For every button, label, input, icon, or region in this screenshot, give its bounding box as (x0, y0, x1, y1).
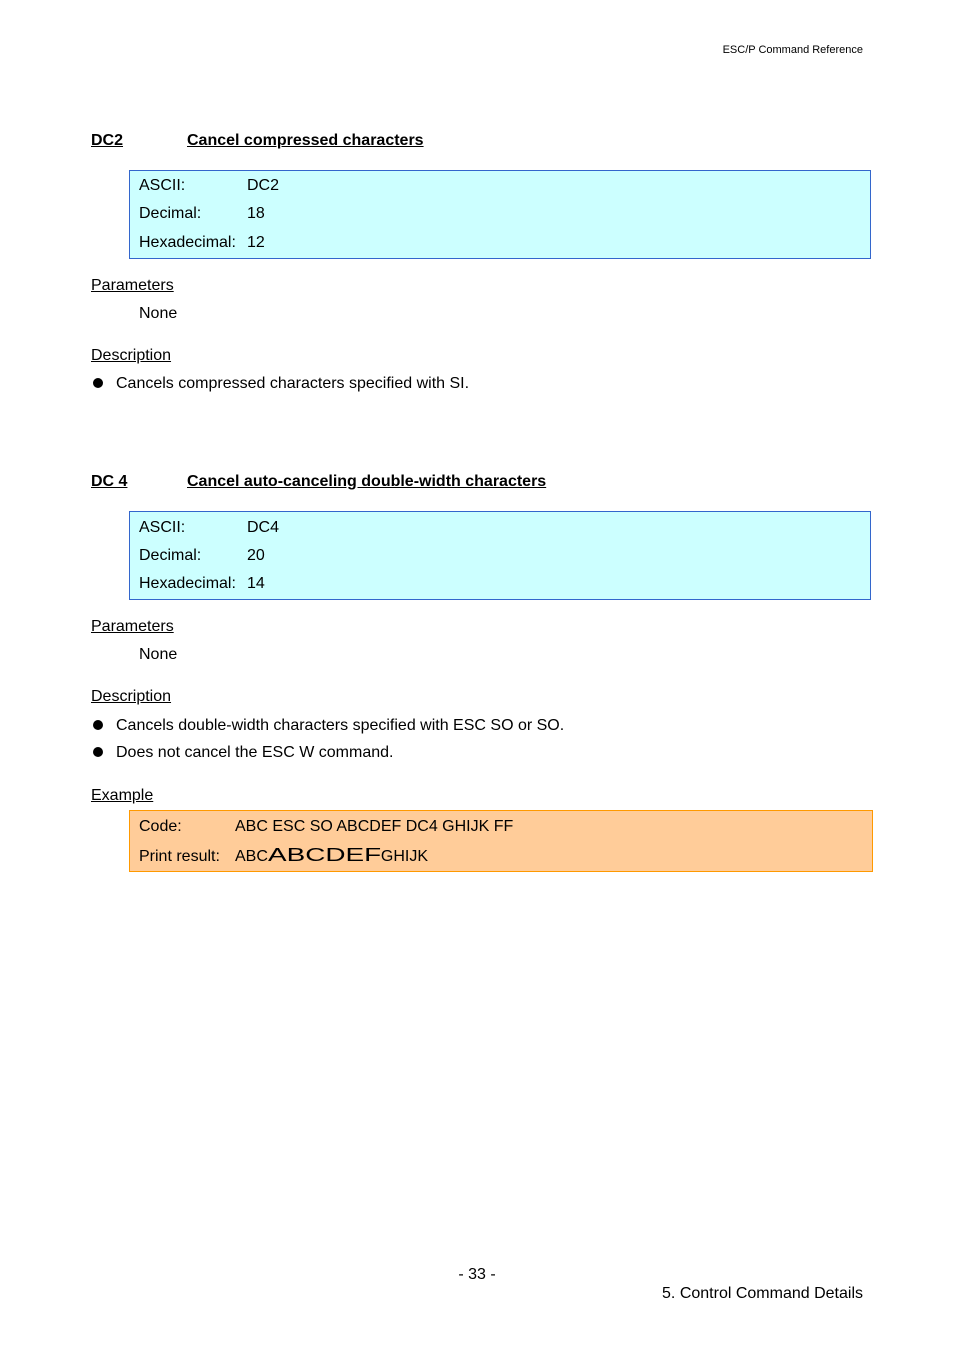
example-box (129, 810, 873, 872)
description-item (91, 717, 564, 735)
command-code: DC 4 (91, 473, 128, 490)
bullet-icon (93, 747, 103, 757)
description-heading: Description (91, 347, 172, 364)
ascii-value: DC2 (247, 177, 280, 194)
description-item (91, 375, 469, 393)
description-text: Does not cancel the ESC W command. (116, 744, 394, 761)
decimal-label: Decimal: (139, 547, 202, 564)
decimal-value: 20 (247, 547, 265, 564)
description-item (91, 744, 393, 762)
command-name: Cancel compressed characters (187, 132, 424, 149)
chapter-footer: 5. Control Command Details (662, 1285, 863, 1302)
example-result-row (139, 845, 428, 866)
parameters-heading: Parameters (91, 618, 174, 635)
bullet-icon (93, 378, 103, 388)
hex-row (139, 234, 265, 252)
example-code-label: Code: (139, 818, 182, 835)
command-code: DC2 (91, 132, 124, 149)
ascii-label: ASCII: (139, 177, 186, 194)
ascii-row (139, 519, 279, 537)
example-result-label: Print result: (139, 848, 220, 865)
bullet-icon (93, 720, 103, 730)
command-code-box (129, 511, 871, 600)
result-double-width-text: ABCDEF (267, 845, 382, 865)
decimal-row (139, 547, 265, 565)
decimal-value: 18 (247, 205, 265, 222)
result-normal-text: ABC (235, 848, 268, 865)
ascii-row (139, 177, 279, 195)
running-header: ESC/P Command Reference (722, 44, 863, 56)
decimal-label: Decimal: (139, 205, 202, 222)
parameters-text: None (139, 305, 178, 322)
decimal-row (139, 205, 265, 223)
ascii-value: DC4 (247, 519, 280, 536)
example-heading: Example (91, 787, 154, 804)
result-normal-text: GHIJK (380, 848, 429, 865)
hex-label: Hexadecimal: (139, 575, 236, 592)
example-code-row (139, 818, 513, 836)
command-code-box (129, 170, 871, 259)
description-text: Cancels double-width characters specified with ESC SO or SO. (116, 717, 565, 734)
parameters-heading: Parameters (91, 277, 174, 294)
parameters-text: None (139, 646, 178, 663)
description-text: Cancels compressed characters specified with SI. (116, 375, 470, 392)
hex-value: 12 (247, 234, 265, 251)
hex-label: Hexadecimal: (139, 234, 236, 251)
hex-row (139, 575, 265, 593)
hex-value: 14 (247, 575, 265, 592)
description-heading: Description (91, 688, 172, 705)
command-name: Cancel auto-canceling double-width characters (187, 473, 547, 490)
page-number: - 33 - (458, 1266, 496, 1283)
ascii-label: ASCII: (139, 519, 186, 536)
example-code-value: ABC ESC SO ABCDEF DC4 GHIJK FF (235, 818, 514, 835)
